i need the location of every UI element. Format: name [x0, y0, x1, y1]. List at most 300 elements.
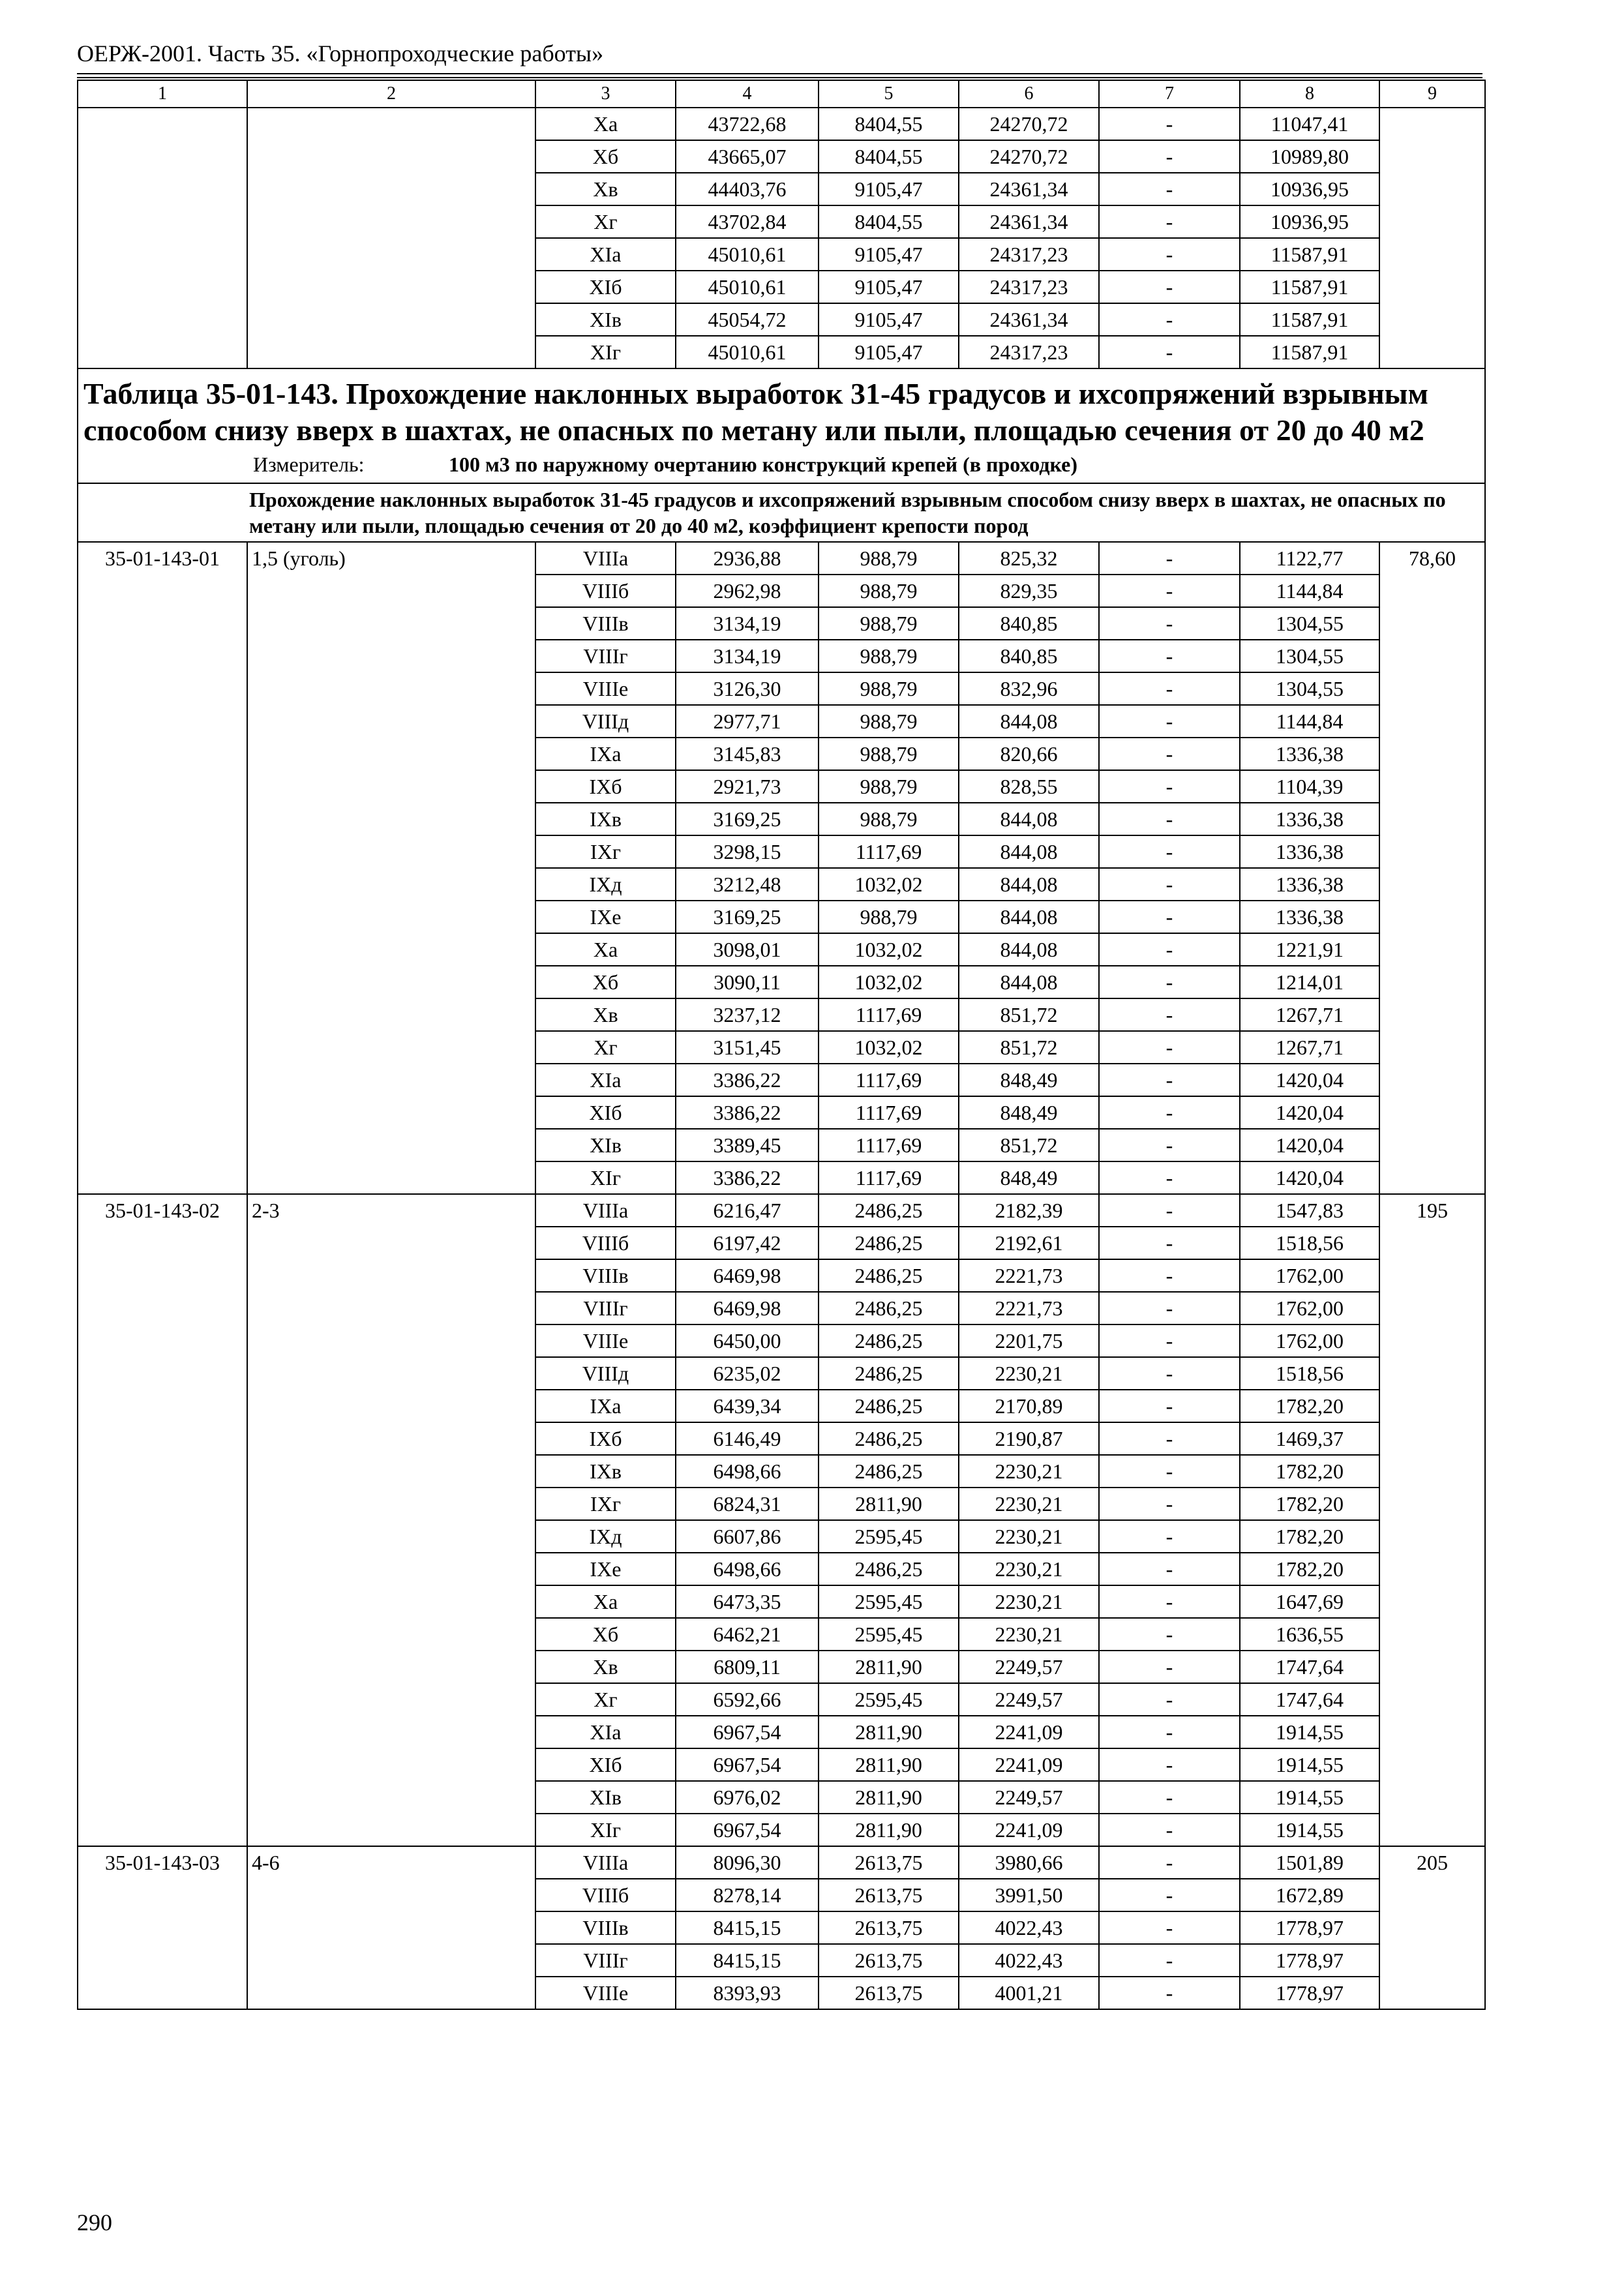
data-cell: 9105,47: [819, 271, 959, 303]
data-cell: 2613,75: [819, 1911, 959, 1944]
data-cell: 6197,42: [676, 1227, 819, 1259]
data-cell: 2230,21: [959, 1618, 1099, 1651]
data-cell: VIIIa: [535, 1194, 676, 1227]
last-cell: [1379, 108, 1485, 368]
rock-hardness-cell: 2-3: [247, 1194, 535, 1846]
data-cell: VIIIe: [535, 1324, 676, 1357]
data-cell: -: [1099, 1748, 1240, 1781]
data-cell: 11587,91: [1240, 336, 1379, 368]
data-cell: -: [1099, 835, 1240, 868]
data-cell: 6607,86: [676, 1520, 819, 1553]
data-cell: 988,79: [819, 542, 959, 575]
data-cell: XIг: [535, 1161, 676, 1194]
data-cell: 6473,35: [676, 1585, 819, 1618]
rock-hardness-cell: 4-6: [247, 1846, 535, 2009]
data-cell: 43665,07: [676, 140, 819, 173]
data-cell: IXe: [535, 901, 676, 933]
data-cell: IXв: [535, 803, 676, 835]
data-cell: 2182,39: [959, 1194, 1099, 1227]
data-cell: 3134,19: [676, 640, 819, 672]
data-cell: XIб: [535, 1748, 676, 1781]
data-cell: 8404,55: [819, 205, 959, 238]
data-cell: 1747,64: [1240, 1651, 1379, 1683]
data-cell: 1117,69: [819, 835, 959, 868]
data-cell: -: [1099, 803, 1240, 835]
data-cell: 3169,25: [676, 901, 819, 933]
data-cell: 1267,71: [1240, 1031, 1379, 1064]
data-cell: 2249,57: [959, 1651, 1099, 1683]
data-cell: 6498,66: [676, 1455, 819, 1488]
data-cell: 1336,38: [1240, 868, 1379, 901]
data-cell: 1221,91: [1240, 933, 1379, 966]
data-cell: 1762,00: [1240, 1292, 1379, 1324]
data-cell: -: [1099, 575, 1240, 607]
column-number-cell: 6: [959, 80, 1099, 108]
norm-code-cell: 35-01-143-01: [78, 542, 247, 1194]
data-cell: VIIIв: [535, 607, 676, 640]
data-cell: -: [1099, 1585, 1240, 1618]
data-cell: 6967,54: [676, 1748, 819, 1781]
data-cell: 43702,84: [676, 205, 819, 238]
data-cell: 1782,20: [1240, 1520, 1379, 1553]
data-cell: 2486,25: [819, 1292, 959, 1324]
data-cell: Xa: [535, 108, 676, 140]
data-cell: 848,49: [959, 1096, 1099, 1129]
data-cell: Xa: [535, 1585, 676, 1618]
data-cell: 9105,47: [819, 173, 959, 205]
data-cell: 3134,19: [676, 607, 819, 640]
data-cell: XIб: [535, 1096, 676, 1129]
data-cell: -: [1099, 1488, 1240, 1520]
data-cell: 6235,02: [676, 1357, 819, 1390]
data-cell: 1032,02: [819, 868, 959, 901]
data-cell: -: [1099, 1879, 1240, 1911]
data-cell: Xб: [535, 966, 676, 998]
data-cell: -: [1099, 271, 1240, 303]
data-cell: 1267,71: [1240, 998, 1379, 1031]
data-cell: -: [1099, 1944, 1240, 1977]
table-title: Таблица 35-01-143. Прохождение наклонных выработок 31-45 градусов и ихсопряжений взрывным способом снизу вверх в шахтах, не опасных по метану или пыли, площадью сечения от 20 до 40 м2: [83, 377, 1428, 447]
data-cell: 3098,01: [676, 933, 819, 966]
data-cell: 6146,49: [676, 1422, 819, 1455]
data-cell: 1782,20: [1240, 1455, 1379, 1488]
data-cell: -: [1099, 1520, 1240, 1553]
data-cell: -: [1099, 705, 1240, 738]
data-cell: 43722,68: [676, 108, 819, 140]
data-cell: -: [1099, 1259, 1240, 1292]
data-cell: VIIIг: [535, 640, 676, 672]
data-cell: 3169,25: [676, 803, 819, 835]
data-cell: 1336,38: [1240, 835, 1379, 868]
data-cell: IXб: [535, 770, 676, 803]
data-cell: 2241,09: [959, 1748, 1099, 1781]
data-cell: Xг: [535, 1031, 676, 1064]
data-cell: 1122,77: [1240, 542, 1379, 575]
data-cell: 11587,91: [1240, 271, 1379, 303]
data-cell: 2486,25: [819, 1422, 959, 1455]
data-cell: VIIIб: [535, 1227, 676, 1259]
data-cell: 1914,55: [1240, 1748, 1379, 1781]
data-cell: 6462,21: [676, 1618, 819, 1651]
data-cell: 848,49: [959, 1161, 1099, 1194]
data-cell: 1117,69: [819, 1129, 959, 1161]
table-row: [78, 108, 1485, 140]
data-cell: 840,85: [959, 640, 1099, 672]
column-number-cell: 9: [1379, 80, 1485, 108]
measure-label: Измеритель:: [253, 453, 365, 476]
table-row: [78, 1194, 1485, 1227]
data-cell: 3090,11: [676, 966, 819, 998]
data-cell: 2595,45: [819, 1683, 959, 1716]
data-cell: 45010,61: [676, 271, 819, 303]
header-rule: [77, 73, 1482, 74]
data-cell: 1144,84: [1240, 575, 1379, 607]
data-cell: 2230,21: [959, 1455, 1099, 1488]
data-cell: 3151,45: [676, 1031, 819, 1064]
data-cell: 1032,02: [819, 966, 959, 998]
data-cell: 848,49: [959, 1064, 1099, 1096]
data-cell: VIIIa: [535, 542, 676, 575]
data-cell: 1672,89: [1240, 1879, 1379, 1911]
data-cell: 11587,91: [1240, 303, 1379, 336]
rock-hardness-cell: 1,5 (уголь): [247, 542, 535, 1194]
data-cell: -: [1099, 1422, 1240, 1455]
data-cell: 2486,25: [819, 1357, 959, 1390]
data-cell: -: [1099, 140, 1240, 173]
data-cell: 6469,98: [676, 1259, 819, 1292]
data-cell: -: [1099, 1031, 1240, 1064]
data-cell: 2962,98: [676, 575, 819, 607]
data-cell: XIa: [535, 1064, 676, 1096]
data-cell: -: [1099, 1618, 1240, 1651]
data-cell: 8096,30: [676, 1846, 819, 1879]
data-cell: 2486,25: [819, 1390, 959, 1422]
data-cell: -: [1099, 933, 1240, 966]
last-cell: 78,60: [1379, 542, 1485, 1194]
data-cell: 2190,87: [959, 1422, 1099, 1455]
data-cell: 3386,22: [676, 1064, 819, 1096]
table-title-row: [78, 368, 1485, 483]
data-cell: 6976,02: [676, 1781, 819, 1814]
data-cell: -: [1099, 1357, 1240, 1390]
data-cell: VIIIд: [535, 1357, 676, 1390]
data-cell: 2241,09: [959, 1814, 1099, 1846]
data-cell: 851,72: [959, 998, 1099, 1031]
column-number-cell: 1: [78, 80, 247, 108]
data-cell: 1778,97: [1240, 1977, 1379, 2009]
data-cell: 2977,71: [676, 705, 819, 738]
data-cell: 6967,54: [676, 1716, 819, 1748]
data-cell: Xв: [535, 998, 676, 1031]
data-cell: 6450,00: [676, 1324, 819, 1357]
column-number-cell: 7: [1099, 80, 1240, 108]
data-cell: -: [1099, 108, 1240, 140]
data-cell: XIв: [535, 1129, 676, 1161]
data-cell: 988,79: [819, 901, 959, 933]
data-cell: 11047,41: [1240, 108, 1379, 140]
data-cell: VIIIa: [535, 1846, 676, 1879]
data-cell: Xб: [535, 1618, 676, 1651]
last-cell: 205: [1379, 1846, 1485, 2009]
data-cell: 9105,47: [819, 303, 959, 336]
data-cell: 3980,66: [959, 1846, 1099, 1879]
data-cell: -: [1099, 868, 1240, 901]
data-cell: 844,08: [959, 705, 1099, 738]
data-cell: 2595,45: [819, 1520, 959, 1553]
data-cell: 2230,21: [959, 1357, 1099, 1390]
norm-code-cell: 35-01-143-02: [78, 1194, 247, 1846]
column-number-cell: 8: [1240, 80, 1379, 108]
data-cell: VIIIб: [535, 575, 676, 607]
data-cell: -: [1099, 738, 1240, 770]
data-cell: 1420,04: [1240, 1096, 1379, 1129]
data-cell: 3991,50: [959, 1879, 1099, 1911]
data-cell: -: [1099, 1292, 1240, 1324]
data-cell: 3237,12: [676, 998, 819, 1031]
data-cell: 3389,45: [676, 1129, 819, 1161]
data-cell: 6439,34: [676, 1390, 819, 1422]
data-cell: 2486,25: [819, 1194, 959, 1227]
table-title-cell: [78, 368, 1485, 483]
data-cell: 1547,83: [1240, 1194, 1379, 1227]
data-cell: 2201,75: [959, 1324, 1099, 1357]
code-cell: [78, 108, 247, 368]
data-cell: 3126,30: [676, 672, 819, 705]
data-cell: 1778,97: [1240, 1944, 1379, 1977]
data-cell: 2811,90: [819, 1488, 959, 1520]
data-cell: 2230,21: [959, 1553, 1099, 1585]
data-cell: 3298,15: [676, 835, 819, 868]
data-cell: 1032,02: [819, 933, 959, 966]
data-cell: -: [1099, 1390, 1240, 1422]
data-cell: -: [1099, 1227, 1240, 1259]
data-cell: IXд: [535, 1520, 676, 1553]
data-cell: -: [1099, 1064, 1240, 1096]
data-cell: 6469,98: [676, 1292, 819, 1324]
data-cell: 3386,22: [676, 1161, 819, 1194]
data-cell: 2595,45: [819, 1585, 959, 1618]
data-cell: 844,08: [959, 803, 1099, 835]
data-cell: 1420,04: [1240, 1161, 1379, 1194]
data-cell: 2921,73: [676, 770, 819, 803]
data-cell: 1336,38: [1240, 803, 1379, 835]
data-cell: 10936,95: [1240, 205, 1379, 238]
data-cell: -: [1099, 966, 1240, 998]
norm-code-cell: 35-01-143-03: [78, 1846, 247, 2009]
data-cell: 988,79: [819, 738, 959, 770]
data-cell: 8415,15: [676, 1944, 819, 1977]
column-number-cell: 2: [247, 80, 535, 108]
data-cell: 45010,61: [676, 238, 819, 271]
data-cell: 4001,21: [959, 1977, 1099, 2009]
data-cell: -: [1099, 1977, 1240, 2009]
data-cell: 829,35: [959, 575, 1099, 607]
data-cell: 840,85: [959, 607, 1099, 640]
data-cell: 1336,38: [1240, 738, 1379, 770]
data-cell: IXг: [535, 835, 676, 868]
data-cell: -: [1099, 1716, 1240, 1748]
data-cell: 988,79: [819, 803, 959, 835]
data-cell: XIб: [535, 271, 676, 303]
data-cell: 24317,23: [959, 336, 1099, 368]
data-cell: 1336,38: [1240, 901, 1379, 933]
data-cell: 24270,72: [959, 108, 1099, 140]
data-cell: 8404,55: [819, 108, 959, 140]
data-cell: 1782,20: [1240, 1390, 1379, 1422]
data-cell: 1914,55: [1240, 1781, 1379, 1814]
data-cell: IXб: [535, 1422, 676, 1455]
data-cell: 2811,90: [819, 1781, 959, 1814]
measure-value: 100 м3 по наружному очертанию конструкций крепей (в проходке): [449, 453, 1078, 476]
data-cell: -: [1099, 336, 1240, 368]
data-cell: -: [1099, 998, 1240, 1031]
data-cell: -: [1099, 1911, 1240, 1944]
data-cell: 2249,57: [959, 1683, 1099, 1716]
data-cell: 988,79: [819, 607, 959, 640]
data-cell: 2192,61: [959, 1227, 1099, 1259]
data-cell: 2249,57: [959, 1781, 1099, 1814]
data-cell: 1420,04: [1240, 1129, 1379, 1161]
data-cell: 844,08: [959, 835, 1099, 868]
data-cell: -: [1099, 672, 1240, 705]
table-row: [78, 542, 1485, 575]
data-cell: 6824,31: [676, 1488, 819, 1520]
data-cell: -: [1099, 607, 1240, 640]
data-cell: 1501,89: [1240, 1846, 1379, 1879]
data-cell: 8278,14: [676, 1879, 819, 1911]
data-cell: 24361,34: [959, 205, 1099, 238]
data-cell: 2486,25: [819, 1455, 959, 1488]
data-cell: Xг: [535, 205, 676, 238]
data-cell: IXa: [535, 1390, 676, 1422]
data-cell: 2811,90: [819, 1748, 959, 1781]
data-cell: 2221,73: [959, 1259, 1099, 1292]
data-cell: VIIIг: [535, 1944, 676, 1977]
data-cell: 2486,25: [819, 1324, 959, 1357]
data-cell: 9105,47: [819, 336, 959, 368]
data-cell: 2613,75: [819, 1944, 959, 1977]
data-cell: IXe: [535, 1553, 676, 1585]
data-cell: 8415,15: [676, 1911, 819, 1944]
data-cell: IXв: [535, 1455, 676, 1488]
data-cell: 1914,55: [1240, 1814, 1379, 1846]
data-cell: 45054,72: [676, 303, 819, 336]
data-cell: 2613,75: [819, 1977, 959, 2009]
table-row: [78, 1846, 1485, 1879]
column-number-cell: 3: [535, 80, 676, 108]
data-cell: 44403,76: [676, 173, 819, 205]
data-cell: 828,55: [959, 770, 1099, 803]
data-cell: 1469,37: [1240, 1422, 1379, 1455]
data-cell: 2811,90: [819, 1651, 959, 1683]
data-cell: 2936,88: [676, 542, 819, 575]
data-cell: 2170,89: [959, 1390, 1099, 1422]
data-cell: 832,96: [959, 672, 1099, 705]
data-cell: Xб: [535, 140, 676, 173]
data-cell: Xв: [535, 173, 676, 205]
data-cell: 4022,43: [959, 1944, 1099, 1977]
data-cell: 24317,23: [959, 238, 1099, 271]
data-cell: VIIIe: [535, 672, 676, 705]
data-cell: 11587,91: [1240, 238, 1379, 271]
data-cell: 2595,45: [819, 1618, 959, 1651]
data-cell: 1914,55: [1240, 1716, 1379, 1748]
data-cell: 2613,75: [819, 1846, 959, 1879]
data-cell: -: [1099, 1161, 1240, 1194]
data-cell: -: [1099, 770, 1240, 803]
data-cell: 1782,20: [1240, 1488, 1379, 1520]
data-cell: -: [1099, 205, 1240, 238]
description-row: [78, 483, 1485, 542]
data-cell: -: [1099, 1814, 1240, 1846]
data-cell: 3386,22: [676, 1096, 819, 1129]
column-number-row: [78, 80, 1485, 108]
measure-line: [83, 450, 1479, 479]
data-cell: 1117,69: [819, 1096, 959, 1129]
data-cell: IXд: [535, 868, 676, 901]
data-cell: 2486,25: [819, 1227, 959, 1259]
data-cell: 988,79: [819, 770, 959, 803]
data-cell: VIIIд: [535, 705, 676, 738]
data-cell: 1304,55: [1240, 672, 1379, 705]
data-cell: IXг: [535, 1488, 676, 1520]
data-cell: -: [1099, 238, 1240, 271]
data-cell: 844,08: [959, 933, 1099, 966]
data-cell: XIг: [535, 336, 676, 368]
data-cell: 988,79: [819, 672, 959, 705]
data-cell: 6498,66: [676, 1553, 819, 1585]
data-cell: -: [1099, 173, 1240, 205]
page-header: ОЕРЖ-2001. Часть 35. «Горнопроходческие работы»: [77, 40, 604, 67]
data-cell: 851,72: [959, 1129, 1099, 1161]
data-cell: 1304,55: [1240, 640, 1379, 672]
data-cell: 2486,25: [819, 1259, 959, 1292]
data-cell: Xг: [535, 1683, 676, 1716]
data-cell: 2486,25: [819, 1553, 959, 1585]
data-cell: 1104,39: [1240, 770, 1379, 803]
data-cell: -: [1099, 542, 1240, 575]
data-cell: -: [1099, 1324, 1240, 1357]
data-cell: 2811,90: [819, 1716, 959, 1748]
data-cell: 2230,21: [959, 1585, 1099, 1618]
data-cell: 1420,04: [1240, 1064, 1379, 1096]
data-cell: 24361,34: [959, 303, 1099, 336]
page-number: 290: [77, 2209, 112, 2236]
data-cell: 1518,56: [1240, 1227, 1379, 1259]
data-cell: 10989,80: [1240, 140, 1379, 173]
data-cell: -: [1099, 1096, 1240, 1129]
data-cell: IXa: [535, 738, 676, 770]
last-cell: 195: [1379, 1194, 1485, 1846]
data-cell: 1636,55: [1240, 1618, 1379, 1651]
data-cell: -: [1099, 1846, 1240, 1879]
column-number-cell: 5: [819, 80, 959, 108]
data-cell: VIIIe: [535, 1977, 676, 2009]
data-cell: 1117,69: [819, 1064, 959, 1096]
data-cell: 1747,64: [1240, 1683, 1379, 1716]
data-cell: VIIIв: [535, 1911, 676, 1944]
data-cell: 1304,55: [1240, 607, 1379, 640]
data-cell: 2241,09: [959, 1716, 1099, 1748]
data-cell: -: [1099, 1781, 1240, 1814]
data-cell: Xa: [535, 933, 676, 966]
data-cell: XIв: [535, 1781, 676, 1814]
table-body: [78, 80, 1485, 2009]
data-cell: 1762,00: [1240, 1259, 1379, 1292]
data-cell: 2221,73: [959, 1292, 1099, 1324]
data-cell: 2613,75: [819, 1879, 959, 1911]
data-cell: 1117,69: [819, 1161, 959, 1194]
